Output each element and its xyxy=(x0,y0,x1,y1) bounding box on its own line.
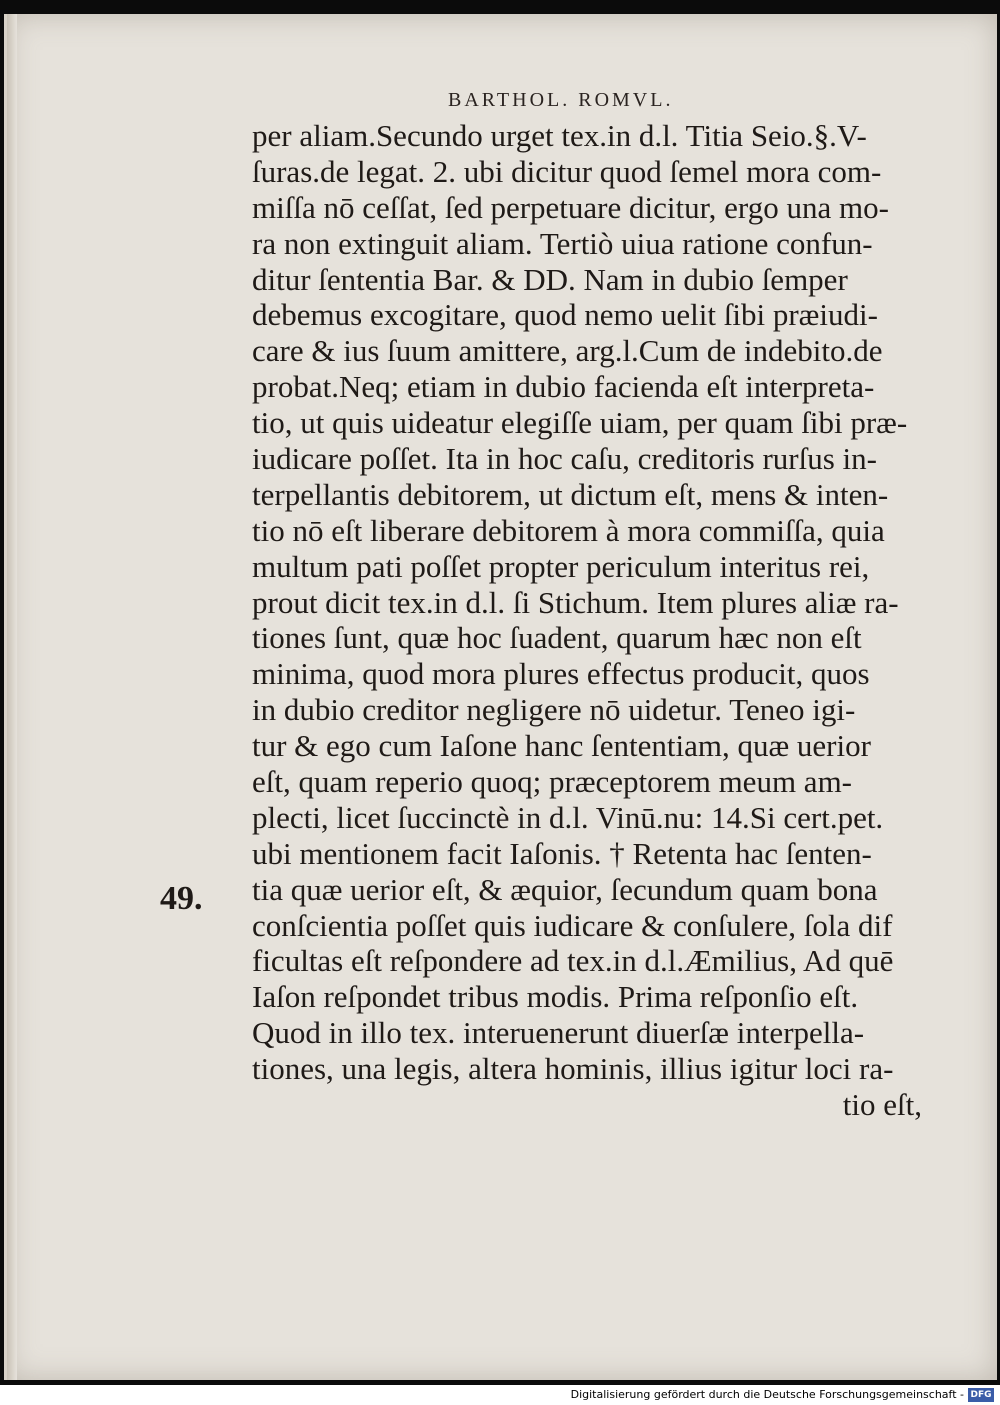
text-line: tio nō eſt liberare debitorem à mora commiſſa, quia xyxy=(252,512,885,548)
text-line: conſcientia poſſet quis iudicare & conſulere, ſola dif xyxy=(252,907,893,943)
text-line: miſſa nō ceſſat, ſed perpetuare dicitur, ergo una mo- xyxy=(252,189,889,225)
text-line: ra non extinguit aliam. Tertiò uiua ratione confun- xyxy=(252,225,873,261)
text-line: tio, ut quis uideatur elegiſſe uiam, per quam ſibi præ- xyxy=(252,405,908,441)
text-line: tiones ſunt, quæ hoc ſuadent, quarum hæc non eſt xyxy=(252,620,862,656)
text-line: prout dicit tex.in d.l. ſi Stichum. Item plures aliæ ra- xyxy=(252,584,899,620)
footer-bar xyxy=(0,1385,1000,1405)
running-head: BARTHOL. ROMVL. xyxy=(448,89,674,111)
text-line: tia quæ uerior eſt, & æquior, ſecundum quam bona xyxy=(252,871,878,907)
text-line: ficultas eſt reſpondere ad tex.in d.l.Æmilius, Ad quē xyxy=(252,943,894,979)
text-line: Iaſon reſpondet tribus modis. Prima reſponſio eſt. xyxy=(252,979,859,1015)
margin-note-number: 49. xyxy=(160,880,203,917)
text-line: per aliam.Secundo urget tex.in d.l. Titia Seio.§.V- xyxy=(252,118,867,153)
text-line: terpellantis debitorem, ut dictum eſt, mens & inten- xyxy=(252,476,889,512)
page-edge xyxy=(7,14,17,1380)
text-line: probat.Neq; etiam in dubio facienda eſt interpreta- xyxy=(252,369,875,405)
text-line: tiones, una legis, altera hominis, illius igitur loci ra- xyxy=(252,1051,894,1087)
text-line: plecti, licet ſuccinctè in d.l. Vinū.nu: 14.Si cert.pet. xyxy=(252,799,884,835)
text-line: Quod in illo tex. interuenerunt diuerſæ interpella- xyxy=(252,1015,865,1051)
text-line: tio eſt, xyxy=(842,1087,922,1123)
text-line: tur & ego cum Iaſone hanc ſententiam, quæ uerior xyxy=(252,728,871,764)
text-line: care & ius ſuum amittere, arg.l.Cum de indebito.de xyxy=(252,333,883,369)
text-line: iudicare poſſet. Ita in hoc caſu, creditoris rurſus in- xyxy=(252,441,877,477)
text-line: ubi mentionem facit Iaſonis. † Retenta hac ſenten- xyxy=(252,835,872,871)
text-line: ſuras.de legat. 2. ubi dicitur quod ſemel mora com- xyxy=(252,153,882,189)
text-line: minima, quod mora plures effectus producit, quos xyxy=(252,656,870,692)
text-line: ditur ſententia Bar. & DD. Nam in dubio ſemper xyxy=(252,261,848,297)
text-line: debemus excogitare, quod nemo uelit ſibi præiudi- xyxy=(252,297,878,333)
footer-credit: Digitalisierung gefördert durch die Deutsche Forschungsgemeinschaft - xyxy=(570,1388,964,1401)
text-line: in dubio creditor negligere nō uidetur. Teneo igi- xyxy=(252,692,856,728)
text-line: multum pati poſſet propter periculum interitus rei, xyxy=(252,548,870,584)
text-line: eſt, quam reperio quoq; præceptorem meum am- xyxy=(252,764,853,800)
body-text xyxy=(252,118,942,1123)
dfg-logo: DFG xyxy=(968,1388,994,1402)
